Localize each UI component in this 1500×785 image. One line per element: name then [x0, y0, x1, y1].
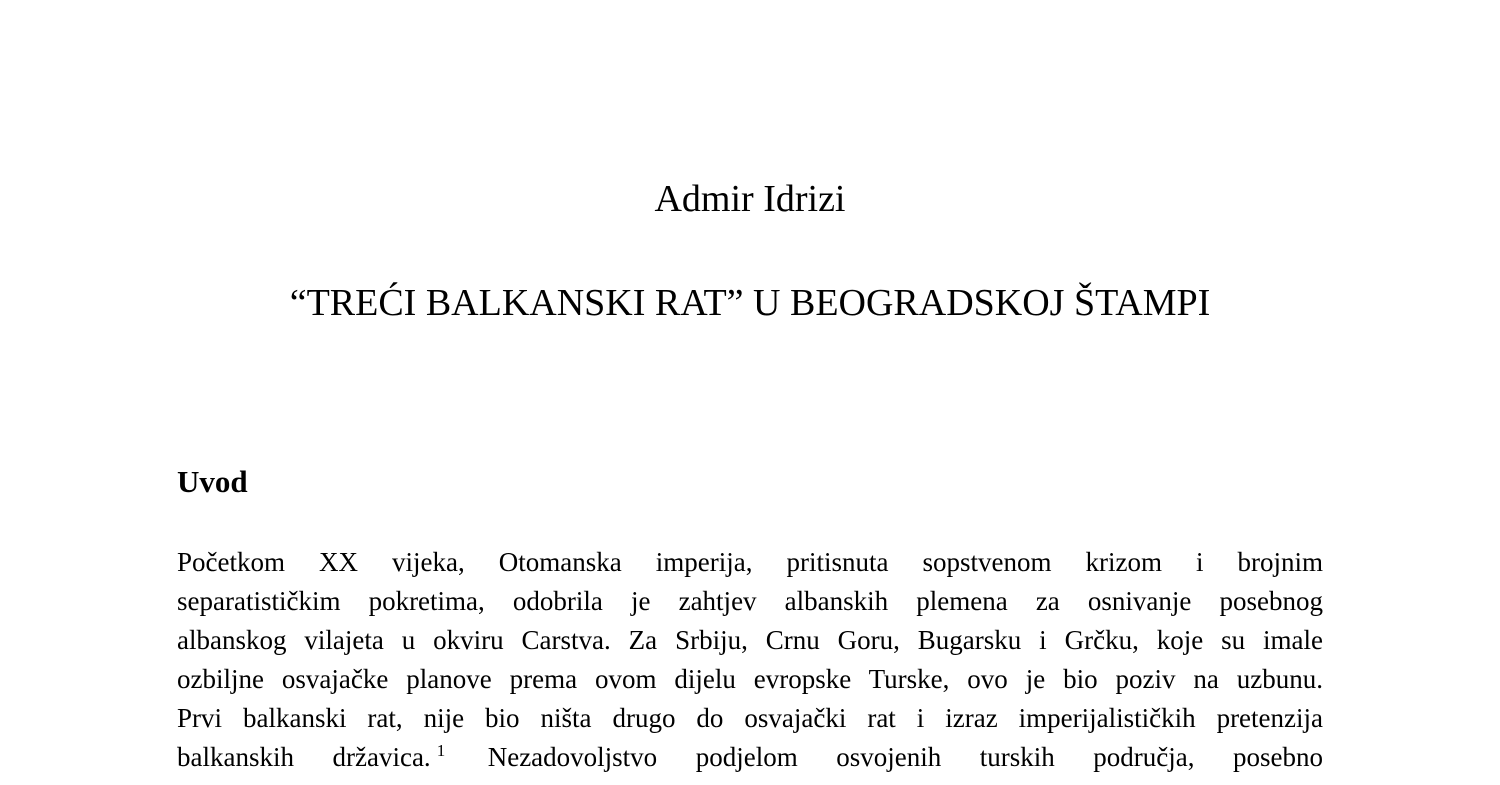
- section-heading: Uvod: [177, 464, 248, 499]
- paragraph-line-with-footnote: [177, 738, 1323, 777]
- paragraph-line: ozbiljne osvajačke planove prema ovom dijelu evropske Turske, ovo je bio poziv na uzbunu.: [177, 664, 1323, 694]
- author-name: Admir Idrizi: [654, 178, 846, 220]
- paragraph-text-segment: balkanskih državica.: [177, 742, 431, 772]
- body-paragraph: [177, 543, 1323, 777]
- paragraph-line: Početkom XX vijeka, Otomanska imperija, pritisnuta sopstvenom krizom i brojnim: [177, 547, 1323, 577]
- paragraph-line: albanskog vilajeta u okviru Carstva. Za Srbiju, Crnu Goru, Bugarsku i Grčku, koje su imale: [177, 625, 1323, 655]
- paragraph-text-segment: Nezadovoljstvo podjelom osvojenih turskih područja, posebno: [487, 742, 1324, 772]
- paragraph-line: separatističkim pokretima, odobrila je zahtjev albanskih plemena za osnivanje posebnog: [177, 586, 1323, 616]
- article-title: “TREĆI BALKANSKI RAT” U BEOGRADSKOJ ŠTAMPI: [289, 282, 1211, 324]
- footnote-marker[interactable]: 1: [436, 741, 446, 760]
- paragraph-line: Prvi balkanski rat, nije bio ništa drugo do osvajački rat i izraz imperijalističkih pretenzija: [177, 703, 1323, 733]
